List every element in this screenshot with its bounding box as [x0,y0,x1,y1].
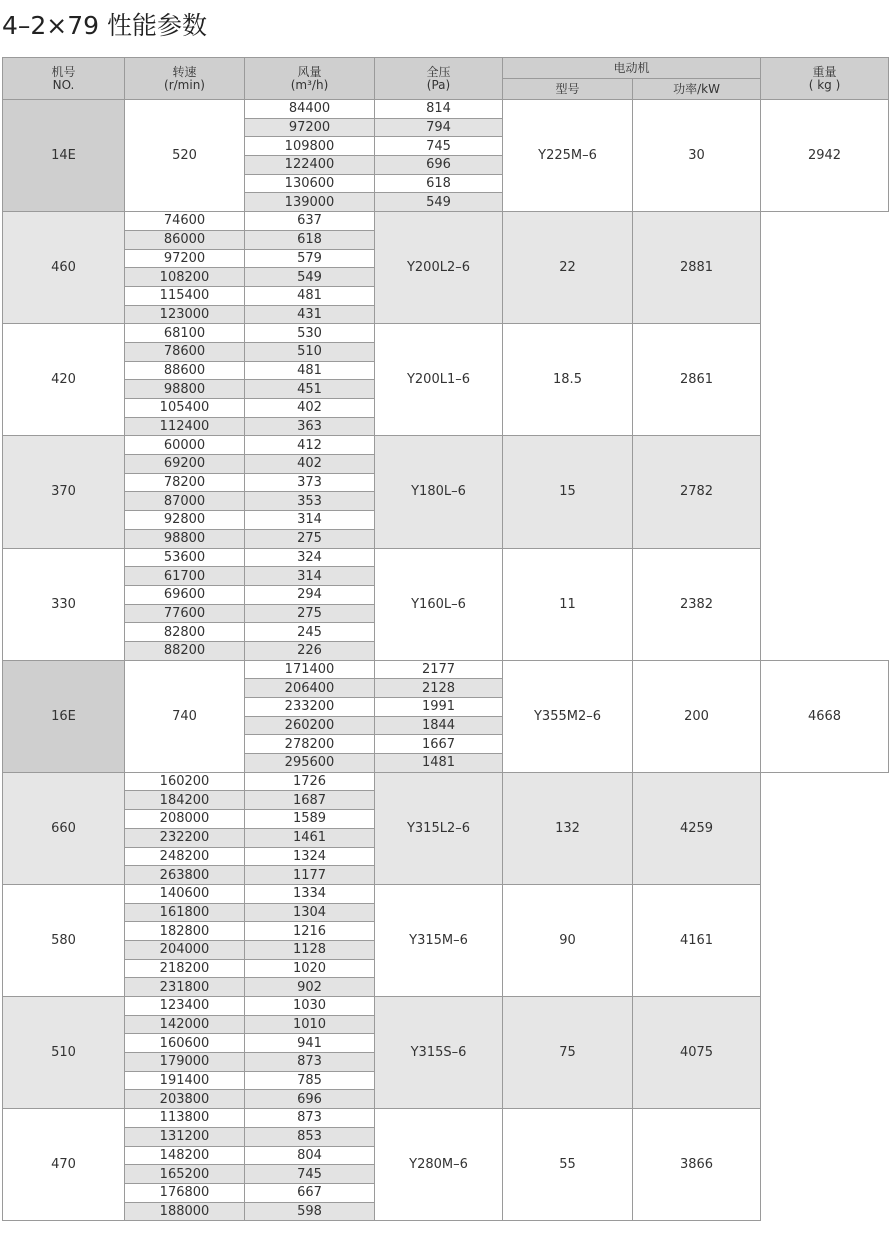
table-row [3,436,889,455]
motor-power-cell: 75 [503,997,633,1109]
airflow-cell: 113800 [125,1109,245,1128]
table-header [3,58,889,100]
motor-type-cell: Y200L1–6 [375,324,503,436]
pressure-cell: 1589 [245,810,375,829]
motor-type-cell: Y280M–6 [375,1109,503,1221]
speed-cell: 580 [3,884,125,996]
performance-table [2,57,889,1221]
pressure-cell: 2128 [375,679,503,698]
airflow-cell: 87000 [125,492,245,511]
airflow-cell: 139000 [245,193,375,212]
page-title: 4–2×79 性能参数 [2,11,208,40]
weight-cell: 3866 [633,1109,761,1221]
motor-power-cell: 55 [503,1109,633,1221]
table-row [3,660,889,679]
pressure-cell: 814 [375,100,503,119]
airflow-cell: 74600 [125,212,245,231]
airflow-cell: 109800 [245,137,375,156]
pressure-cell: 481 [245,361,375,380]
airflow-cell: 105400 [125,399,245,418]
speed-group [3,436,889,548]
airflow-cell: 295600 [245,754,375,773]
speed-group [3,1109,889,1221]
weight-cell: 2942 [761,100,889,212]
airflow-cell: 278200 [245,735,375,754]
motor-power-cell: 200 [633,660,761,772]
table-row [3,1109,889,1128]
pressure-cell: 1216 [245,922,375,941]
airflow-cell: 112400 [125,417,245,436]
weight-cell: 4668 [761,660,889,772]
airflow-cell: 69600 [125,585,245,604]
pressure-cell: 637 [245,212,375,231]
airflow-cell: 165200 [125,1165,245,1184]
airflow-cell: 60000 [125,436,245,455]
airflow-cell: 161800 [125,903,245,922]
airflow-cell: 188000 [125,1202,245,1221]
header-pressure: 全压 (Pa) [375,58,503,100]
pressure-cell: 873 [245,1109,375,1128]
airflow-cell: 140600 [125,884,245,903]
pressure-cell: 598 [245,1202,375,1221]
airflow-cell: 142000 [125,1015,245,1034]
pressure-cell: 1667 [375,735,503,754]
airflow-cell: 78600 [125,342,245,361]
airflow-cell: 122400 [245,156,375,175]
airflow-cell: 171400 [245,660,375,679]
pressure-cell: 363 [245,417,375,436]
airflow-cell: 176800 [125,1183,245,1202]
pressure-cell: 1334 [245,884,375,903]
pressure-cell: 510 [245,342,375,361]
airflow-cell: 88600 [125,361,245,380]
airflow-cell: 204000 [125,940,245,959]
table-row [3,212,889,231]
airflow-cell: 184200 [125,791,245,810]
header-flow: 风量 (m³/h) [245,58,375,100]
pressure-cell: 804 [245,1146,375,1165]
airflow-cell: 98800 [125,380,245,399]
header-speed: 转速 (r/min) [125,58,245,100]
pressure-cell: 245 [245,623,375,642]
motor-type-cell: Y225M–6 [503,100,633,212]
pressure-cell: 1726 [245,772,375,791]
pressure-cell: 275 [245,529,375,548]
pressure-cell: 853 [245,1127,375,1146]
airflow-cell: 260200 [245,716,375,735]
airflow-cell: 218200 [125,959,245,978]
table-row [3,997,889,1016]
speed-cell: 520 [125,100,245,212]
airflow-cell: 98800 [125,529,245,548]
header-model: 机号 NO. [3,58,125,100]
motor-type-cell: Y315M–6 [375,884,503,996]
airflow-cell: 69200 [125,455,245,474]
airflow-cell: 108200 [125,268,245,287]
pressure-cell: 1128 [245,940,375,959]
header-weight: 重量 ( kg ) [761,58,889,100]
airflow-cell: 231800 [125,978,245,997]
pressure-cell: 1461 [245,828,375,847]
model-number-cell: 16E [3,660,125,772]
weight-cell: 4259 [633,772,761,884]
airflow-cell: 206400 [245,679,375,698]
pressure-cell: 549 [245,268,375,287]
speed-group [3,660,889,772]
pressure-cell: 481 [245,286,375,305]
airflow-cell: 97200 [125,249,245,268]
pressure-cell: 696 [375,156,503,175]
pressure-cell: 1687 [245,791,375,810]
airflow-cell: 77600 [125,604,245,623]
pressure-cell: 1991 [375,698,503,717]
weight-cell: 4161 [633,884,761,996]
speed-group [3,997,889,1109]
airflow-cell: 208000 [125,810,245,829]
pressure-cell: 294 [245,585,375,604]
motor-power-cell: 132 [503,772,633,884]
airflow-cell: 86000 [125,230,245,249]
pressure-cell: 412 [245,436,375,455]
pressure-cell: 941 [245,1034,375,1053]
speed-cell: 370 [3,436,125,548]
pressure-cell: 226 [245,641,375,660]
airflow-cell: 61700 [125,567,245,586]
airflow-cell: 233200 [245,698,375,717]
airflow-cell: 179000 [125,1053,245,1072]
pressure-cell: 618 [245,230,375,249]
header-motor: 电动机 [503,58,761,79]
speed-cell: 470 [3,1109,125,1221]
pressure-cell: 579 [245,249,375,268]
pressure-cell: 314 [245,567,375,586]
airflow-cell: 68100 [125,324,245,343]
pressure-cell: 373 [245,473,375,492]
motor-type-cell: Y180L–6 [375,436,503,548]
model-number-cell: 14E [3,100,125,212]
airflow-cell: 115400 [125,286,245,305]
airflow-cell: 160600 [125,1034,245,1053]
airflow-cell: 263800 [125,866,245,885]
airflow-cell: 97200 [245,118,375,137]
speed-cell: 330 [3,548,125,660]
speed-cell: 420 [3,324,125,436]
pressure-cell: 314 [245,511,375,530]
pressure-cell: 902 [245,978,375,997]
header-motor-power: 功率/kW [633,79,761,100]
weight-cell: 2382 [633,548,761,660]
pressure-cell: 1020 [245,959,375,978]
pressure-cell: 1844 [375,716,503,735]
airflow-cell: 248200 [125,847,245,866]
weight-cell: 2881 [633,212,761,324]
pressure-cell: 785 [245,1071,375,1090]
motor-type-cell: Y315L2–6 [375,772,503,884]
weight-cell: 2861 [633,324,761,436]
pressure-cell: 1030 [245,997,375,1016]
pressure-cell: 451 [245,380,375,399]
pressure-cell: 1304 [245,903,375,922]
pressure-cell: 549 [375,193,503,212]
motor-type-cell: Y200L2–6 [375,212,503,324]
table-row [3,884,889,903]
pressure-cell: 618 [375,174,503,193]
weight-cell: 2782 [633,436,761,548]
table-row [3,100,889,119]
speed-cell: 460 [3,212,125,324]
header-motor-type: 型号 [503,79,633,100]
pressure-cell: 353 [245,492,375,511]
speed-group [3,212,889,324]
airflow-cell: 191400 [125,1071,245,1090]
pressure-cell: 402 [245,399,375,418]
pressure-cell: 1481 [375,754,503,773]
motor-power-cell: 22 [503,212,633,324]
airflow-cell: 148200 [125,1146,245,1165]
motor-power-cell: 90 [503,884,633,996]
speed-group [3,884,889,996]
pressure-cell: 667 [245,1183,375,1202]
pressure-cell: 794 [375,118,503,137]
speed-cell: 740 [125,660,245,772]
airflow-cell: 160200 [125,772,245,791]
pressure-cell: 745 [375,137,503,156]
pressure-cell: 1177 [245,866,375,885]
airflow-cell: 130600 [245,174,375,193]
motor-type-cell: Y160L–6 [375,548,503,660]
airflow-cell: 131200 [125,1127,245,1146]
airflow-cell: 123000 [125,305,245,324]
airflow-cell: 82800 [125,623,245,642]
airflow-cell: 78200 [125,473,245,492]
pressure-cell: 275 [245,604,375,623]
airflow-cell: 92800 [125,511,245,530]
airflow-cell: 182800 [125,922,245,941]
pressure-cell: 696 [245,1090,375,1109]
motor-power-cell: 15 [503,436,633,548]
motor-type-cell: Y315S–6 [375,997,503,1109]
airflow-cell: 84400 [245,100,375,119]
speed-group [3,548,889,660]
motor-power-cell: 30 [633,100,761,212]
pressure-cell: 1324 [245,847,375,866]
motor-power-cell: 11 [503,548,633,660]
pressure-cell: 431 [245,305,375,324]
motor-power-cell: 18.5 [503,324,633,436]
table-row [3,548,889,567]
pressure-cell: 324 [245,548,375,567]
speed-cell: 510 [3,997,125,1109]
table-row [3,772,889,791]
airflow-cell: 53600 [125,548,245,567]
speed-group [3,324,889,436]
airflow-cell: 88200 [125,641,245,660]
pressure-cell: 2177 [375,660,503,679]
pressure-cell: 402 [245,455,375,474]
table-row [3,324,889,343]
airflow-cell: 203800 [125,1090,245,1109]
weight-cell: 4075 [633,997,761,1109]
pressure-cell: 745 [245,1165,375,1184]
speed-cell: 660 [3,772,125,884]
airflow-cell: 123400 [125,997,245,1016]
motor-type-cell: Y355M2–6 [503,660,633,772]
airflow-cell: 232200 [125,828,245,847]
speed-group [3,100,889,212]
speed-group [3,772,889,884]
pressure-cell: 1010 [245,1015,375,1034]
pressure-cell: 530 [245,324,375,343]
pressure-cell: 873 [245,1053,375,1072]
